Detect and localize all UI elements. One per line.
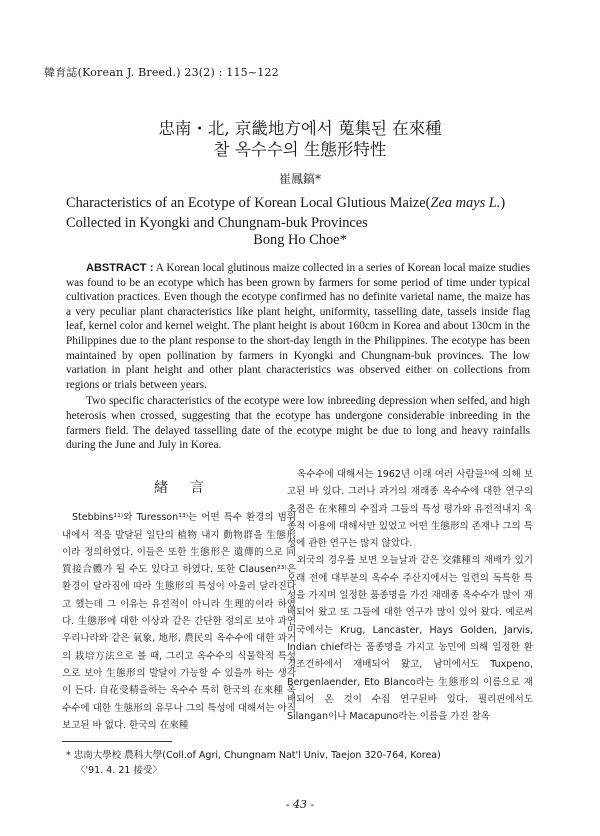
abstract-paragraph-1	[66, 261, 530, 392]
abstract-paragraph-2: Two specific characteristics of the ecotype were low inbreeding depression when selfed, and high heterosis when crossed, suggesting that the ecotype has undergone considerable inbreeding in the farmers field. The delayed tasselling date of the ecotype might be due to long and heavy rainfalls during the June and July in Korea.	[66, 395, 530, 452]
korean-author: 崔鳳鎬*	[278, 172, 321, 186]
korean-title-line-1: 忠南・北, 京畿地方에서 蒐集된 在來種	[158, 119, 442, 138]
page-number: - 43 -	[285, 798, 315, 811]
section-heading: 緖言	[154, 480, 226, 496]
abstract-label: ABSTRACT :	[86, 262, 154, 274]
english-title-species: Zea mays L.	[430, 195, 501, 211]
korean-title-line-2: 찰 옥수수의 生態形特性	[213, 140, 387, 159]
footnote-received-date: 〈'91. 4. 21 接受〉	[76, 765, 162, 776]
english-title-line-2: Collected in Kyongki and Chungnam-buk Provinces	[66, 215, 368, 231]
left-column	[62, 466, 296, 734]
right-column	[287, 466, 533, 725]
footnote-affiliation: * 忠南大學校 農科大學(Coll.of Agri, Chungnam Nat'l Univ, Taejon 320-764, Korea)	[66, 750, 441, 761]
english-title-main: Characteristics of an Ecotype of Korean Local Glutious Maize(	[66, 195, 431, 211]
journal-reference: 韓育誌(Korean J. Breed.) 23(2) : 115~122	[44, 66, 279, 79]
right-column-paragraph-1: 옥수수에 대해서는 1962년 이래 여러 사람들¹⁾에 의해 보고된 바 있다. 그러나 과거의 재래종 옥수수에 대한 연구의 초점은 在來種의 수집과 그들의 특성 평가와 유전적내지 육종적 이용에 대해서만 있었고 어떤 生態形의 존재나 그의 특성에 관한 연구는 많지 않았다.	[287, 469, 533, 550]
abstract	[66, 261, 530, 453]
footnote	[66, 748, 546, 778]
english-author: Bong Ho Choe*	[253, 232, 347, 248]
footnote-divider	[62, 741, 172, 742]
english-title-line-1	[66, 193, 505, 213]
abstract-text-1: A Korean local glutinous maize collected in a series of Korean local maize studies was found to be an ecotype which has been grown by farmers for some period of time under typical cultivation practices. Even though the ecotype confirmed has no definite varietal name, the maize has a very peculiar plant characteristics like plant height, uniformity, tasselling date, tassels inside flag leaf, kernel color and kernel weight. The plant height is about 160cm in Korea and about 130cm in the Philippines due to the plant response to the short-day length in the Philippines. The ecotype has been maintained by open pollination by farmers in Kyongki and Chungnam-buk provinces. The low variation in plant height and other plant characteristics was observed either on collections from regions or trials between years.	[66, 262, 530, 391]
right-column-paragraph-2: 외국의 경우를 보면 오늘날과 같은 交雜種의 재배가 있기 오래 전에 대부분의 옥수수 주산지에서는 일련의 독특한 특성을 가지며 일정한 품종명을 가진 재래종 옥수수가 많이 재배되어 왔고 또 그들에 대한 연구가 많이 있어 왔다. 예로써 미국에서는 Krug, Lancaster, Hays Golden, Jarvis, Indian chief라는 품종명을 가지고 농민에 의해 일정한 환경조건하에서 재배되어 왔고, 남미에서도 Tuxpeno, Bergenlaender, Eto Blanco라는 生態形의 이름으로 재배되어 온 것이 수집 연구된바 있다. 필리핀에서도 Silangan이나 Macapuno라는 이름을 가진 찰옥	[287, 555, 533, 723]
english-title-close: )	[500, 195, 506, 211]
left-column-paragraph: Stebbins¹¹⁾와 Turesson¹³⁾는 어떤 특수 환경의 범위내에서 적응 발달된 일단의 植物 내지 動物群을 生態形이라 정의하였다. 이들은 또한 生態形은 遺傳的으로 同質接合體가 될 수도 있다고 하였다. 또한 Clausen²³⁾은 환경이 달라짐에 따라 生態形의 특성이 아울러 달라진다고 했는데 그 이유는 유전적이 아니라 生理的이라 하였다. 生態形에 대한 이상과 같은 간단한 정의로 보아 과연 우리나라와 같은 氣象, 地形, 農民의 옥수수에 대한 과거의 栽培方法으로 볼 때, 그리고 옥수수의 식물학적 특성으로 보아 生態形의 발달이 가능할 수 있을까 하는 생각이 든다. 自花受精을하는 옥수수 특히 한국의 在來種 옥수수에 대한 生態形의 유무나 그의 특성에 대해서는 아직 보고된 바 없다. 한국의 在來種	[62, 512, 296, 731]
